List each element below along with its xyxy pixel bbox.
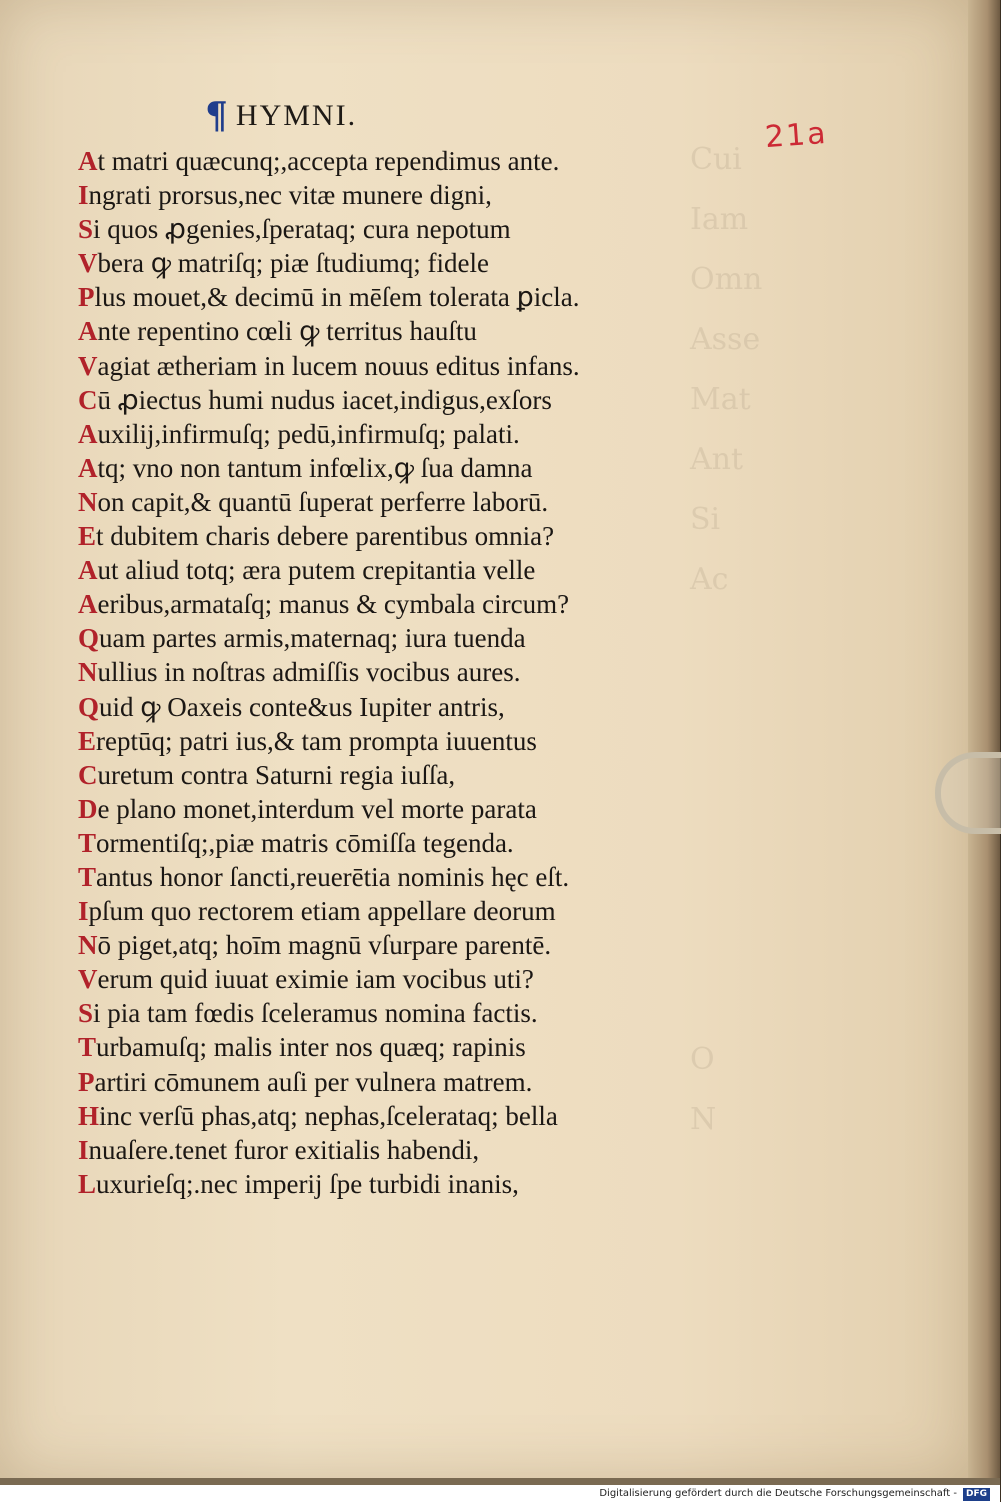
rubricated-initial: T <box>78 1032 97 1063</box>
show-through-text: Cui Iam Omn Asse Mat Ant Si Ac O N <box>690 142 763 1137</box>
rubricated-initial: A <box>78 555 98 586</box>
footer-text: Digitalisierung gefördert durch die Deutsche Forschungsgemeinschaft - <box>599 1488 957 1499</box>
verse-line <box>78 792 678 826</box>
rubricated-initial: V <box>78 350 98 381</box>
rubricated-initial: C <box>78 384 98 415</box>
verse-line <box>78 1099 678 1133</box>
verse-line <box>78 383 678 417</box>
verse-line-text: ut aliud totq; æra putem crepitantia velle <box>97 555 536 586</box>
rubricated-initial: H <box>78 1100 100 1131</box>
rubricated-initial: N <box>78 930 98 961</box>
verse-line-text: antus honor ſancti,reuerētia nominis hęc eſt. <box>96 861 570 892</box>
rubricated-initial: S <box>78 214 94 245</box>
verse-line-text: lus mouet,& decimū in mēſem tolerata ꝑicla. <box>94 282 580 313</box>
verse-line-text: t dubitem charis debere parentibus omnia? <box>96 521 555 552</box>
rubricated-initial: A <box>78 452 98 483</box>
dfg-logo: DFG <box>963 1488 990 1501</box>
verse-line-text: ō piget,atq; hoīm magnū vſurpare parentē. <box>97 930 552 961</box>
verse-text <box>78 144 678 1201</box>
rubricated-initial: P <box>78 282 95 313</box>
verse-line <box>78 928 678 962</box>
verse-line-text: on capit,& quantū ſuperat perferre laborū. <box>97 486 549 517</box>
rubricated-initial: L <box>78 1168 97 1199</box>
verse-line <box>78 758 678 792</box>
verse-line <box>78 826 678 860</box>
folio-mark: 21a <box>763 115 829 156</box>
verse-line <box>78 451 678 485</box>
verse-line-text: i quos ꝓgenies,ſperataq; cura nepotum <box>93 214 511 245</box>
rubricated-initial: A <box>78 316 98 347</box>
verse-line-text: e plano monet,interdum vel morte parata <box>97 793 537 824</box>
verse-line <box>78 314 678 348</box>
rubricated-initial: N <box>78 657 98 688</box>
verse-line <box>78 621 678 655</box>
verse-line <box>78 724 678 758</box>
verse-line-text: ū ꝓiectus humi nudus iacet,indigus,exſors <box>97 384 552 415</box>
rubricated-initial: D <box>78 793 98 824</box>
verse-line-text: urbamuſq; malis inter nos quæq; rapinis <box>96 1032 526 1063</box>
rubricated-initial: C <box>78 759 98 790</box>
running-header <box>205 96 357 136</box>
verse-line <box>78 417 678 451</box>
verse-line <box>78 485 678 519</box>
verse-line <box>78 690 678 724</box>
rubricated-initial: E <box>78 725 97 756</box>
verse-line <box>78 144 678 178</box>
verse-line <box>78 860 678 894</box>
verse-line <box>78 587 678 621</box>
verse-line <box>78 178 678 212</box>
rubricated-initial: S <box>78 998 94 1029</box>
verse-line <box>78 519 678 553</box>
pilcrow-icon: ¶ <box>205 95 228 137</box>
header-title: HYMNI. <box>235 99 358 132</box>
rubricated-initial: I <box>78 896 89 927</box>
rubricated-initial: N <box>78 486 98 517</box>
rubricated-initial: A <box>78 418 98 449</box>
verse-line <box>78 1167 678 1201</box>
verse-line <box>78 1133 678 1167</box>
verse-line-text: uretum contra Saturni regia iuſſa, <box>97 759 456 790</box>
digitization-footer <box>0 1485 1000 1502</box>
verse-line-text: uid ꝙ Oaxeis conte&us Iupiter antris, <box>99 691 505 722</box>
verse-line <box>78 246 678 280</box>
verse-line <box>78 1065 678 1099</box>
rubricated-initial: V <box>78 964 98 995</box>
verse-line-text: inc verſū phas,atq; nephas,ſcelerataq; bella <box>99 1100 558 1131</box>
verse-line <box>78 349 678 383</box>
verse-line-text: nuaſere.tenet furor exitialis habendi, <box>88 1134 480 1165</box>
verse-line-text: ullius in noſtras admiſſis vocibus aures. <box>97 657 521 688</box>
verse-line-text: uam partes armis,maternaq; iura tuenda <box>99 623 526 654</box>
rubricated-initial: I <box>78 180 89 211</box>
verse-line-text: uxurieſq;.nec imperij ſpe turbidi inanis, <box>96 1168 519 1199</box>
verse-line <box>78 212 678 246</box>
verse-line <box>78 962 678 996</box>
verse-line-text: pſum quo rectorem etiam appellare deorum <box>88 896 556 927</box>
rubricated-initial: Q <box>78 691 100 722</box>
rubricated-initial: T <box>78 861 97 892</box>
verse-line <box>78 553 678 587</box>
verse-line-text: nte repentino cœli ꝙ territus hauſtu <box>97 316 477 347</box>
rubricated-initial: V <box>78 248 98 279</box>
verse-line-text: i pia tam fœdis ſceleramus nomina factis. <box>93 998 538 1029</box>
verse-line-text: agiat ætheriam in lucem nouus editus infans. <box>97 350 580 381</box>
verse-line-text: eribus,armataſq; manus & cymbala circum? <box>97 589 570 620</box>
verse-line-text: reptūq; patri ius,& tam prompta iuuentus <box>96 725 537 756</box>
verse-line-text: t matri quæcunq;,accepta rependimus ante. <box>97 146 560 176</box>
verse-line <box>78 996 678 1030</box>
verse-line-text: uxilij,infirmuſq; pedū,infirmuſq; palati. <box>97 418 520 449</box>
verse-line-text: ormentiſq;,piæ matris cōmiſſa tegenda. <box>96 827 514 858</box>
rubricated-initial: E <box>78 521 97 552</box>
rubricated-initial: Q <box>78 623 100 654</box>
verse-line <box>78 894 678 928</box>
verse-line-text: tq; vno non tantum infœlix,ꝙ ſua damna <box>97 452 533 483</box>
verse-line <box>78 655 678 689</box>
verse-line <box>78 1030 678 1064</box>
verse-line-text: erum quid iuuat eximie iam vocibus uti? <box>97 964 534 995</box>
rubricated-initial: T <box>78 827 97 858</box>
rubricated-initial: I <box>78 1134 89 1165</box>
verse-line-text: artiri cōmunem auſi per vulnera matrem. <box>94 1066 533 1097</box>
rubricated-initial: P <box>78 1066 95 1097</box>
verse-line-text: bera ꝙ matriſq; piæ ſtudiumq; fidele <box>97 248 489 279</box>
rubricated-initial: A <box>78 146 98 176</box>
page-edge <box>968 0 1000 1478</box>
verse-line-text: ngrati prorsus,nec vitæ munere digni, <box>88 180 492 211</box>
rubricated-initial: A <box>78 589 98 620</box>
verse-line <box>78 280 678 314</box>
